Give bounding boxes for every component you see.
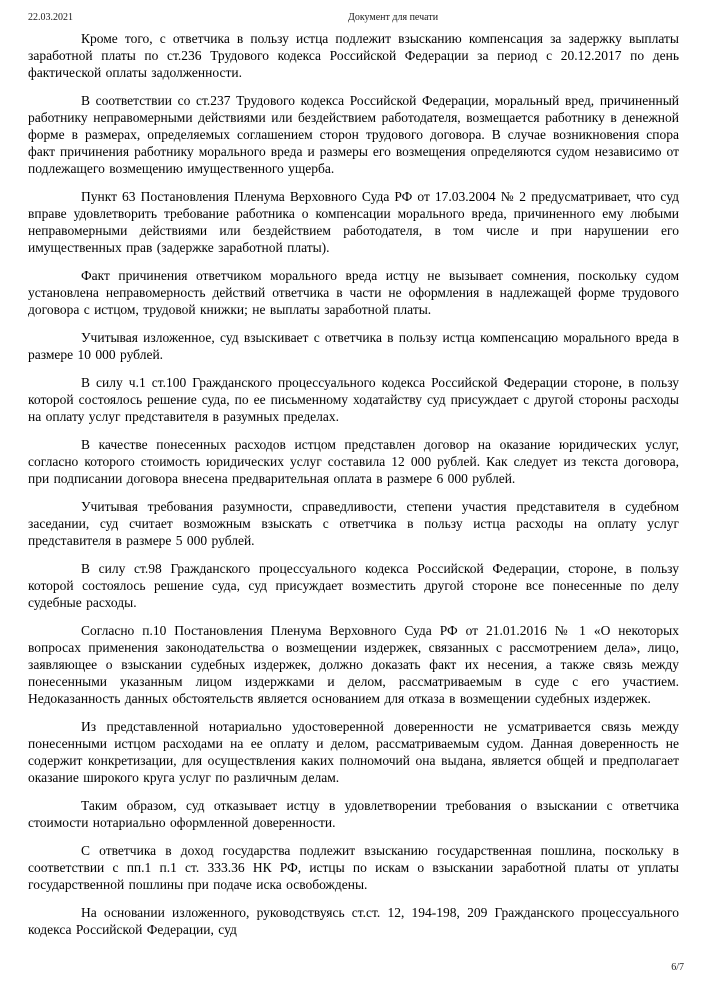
paragraph: Пункт 63 Постановления Пленума Верховного Суда РФ от 17.03.2004 № 2 предусматривает, что суд вправе удовлетворить требование работника о компенсации морального вреда, причиненного ему любыми неправомерными действиями или бездействием работодателя, в том числе и при нарушении его имущественных прав (задержке заработной платы). (28, 189, 679, 255)
paragraph: Таким образом, суд отказывает истцу в удовлетворении требования о взыскании с ответчика стоимости нотариально оформленной доверенности. (28, 798, 679, 830)
paragraph: Учитывая требования разумности, справедливости, степени участия представителя в судебном заседании, суд считает возможным взыскать с ответчика в пользу истца расходы на оплату услуг представителя в размере 5 000 рублей. (28, 499, 679, 548)
paragraph: Из представленной нотариально удостоверенной доверенности не усматривается связь между понесенными истцом расходами на ее оплату и делом, рассматриваемым судом. Данная доверенность не содержит конкретизации, для осуществления каких полномочий она выдана, является общей и предполагает оказание широкого круга услуг по различным делам. (28, 719, 679, 785)
paragraph: Учитывая изложенное, суд взыскивает с ответчика в пользу истца компенсацию морального вреда в размере 10 000 рублей. (28, 330, 679, 362)
page-number: 6/7 (671, 962, 684, 973)
paragraph: В качестве понесенных расходов истцом представлен договор на оказание юридических услуг, согласно которого стоимость юридических услуг составила 12 000 рублей. Как следует из текста договора, при подписании договора внесена предварительная оплата в размере 6 000 рублей. (28, 437, 679, 486)
print-header (28, 12, 679, 26)
paragraph: В силу ст.98 Гражданского процессуального кодекса Российской Федерации, стороне, в пользу которой состоялось решение суда, суд присуждает возместить другой стороне все понесенные по делу судебные расходы. (28, 561, 679, 610)
paragraph: Факт причинения ответчиком морального вреда истцу не вызывает сомнения, поскольку судом установлена неправомерность действий ответчика в части не оформления в надлежащей форме трудового договора с истцом, трудовой книжки; не выплаты заработной платы. (28, 268, 679, 317)
paragraph: С ответчика в доход государства подлежит взысканию государственная пошлина, поскольку в соответствии с пп.1 п.1 ст. 333.36 НК РФ, истцы по искам о взыскании заработной платы от уплаты государственной пошлины при подаче иска освобождены. (28, 843, 679, 892)
paragraph: В силу ч.1 ст.100 Гражданского процессуального кодекса Российской Федерации стороне, в пользу которой состоялось решение суда, по ее письменному ходатайству суд присуждает с другой стороны расходы на оплату услуг представителя в разумных пределах. (28, 375, 679, 424)
paragraph: На основании изложенного, руководствуясь ст.ст. 12, 194-198, 209 Гражданского процессуального кодекса Российской Федерации, суд (28, 905, 679, 937)
paragraph: Кроме того, с ответчика в пользу истца подлежит взысканию компенсация за задержку выплаты заработной платы по ст.236 Трудового кодекса Российской Федерации за период с 20.12.2017 по день фактической оплаты задолженности. (28, 31, 679, 80)
paragraph: Согласно п.10 Постановления Пленума Верховного Суда РФ от 21.01.2016 № 1 «О некоторых вопросах применения законодательства о возмещении издержек, связанных с рассмотрением дела», лицо, заявляющее о взыскании судебных издержек, должно доказать факт их несения, а также связь между понесенными указанным лицом издержками и делом, рассматриваемым в суде с его участием. Недоказанность данных обстоятельств является основанием для отказа в возмещении судебных издержек. (28, 623, 679, 706)
print-date: 22.03.2021 (28, 12, 73, 23)
print-title: Документ для печати (348, 12, 439, 23)
paragraph: В соответствии со ст.237 Трудового кодекса Российской Федерации, моральный вред, причиненный работнику неправомерными действиями или бездействием работодателя, возмещается работнику в денежной форме в размерах, определяемых соглашением сторон трудового договора. В случае возникновения спора факт причинения работнику морального вреда и размеры его возмещения определяются судом независимо от подлежащего возмещению имущественного ущерба. (28, 93, 679, 176)
document-body (28, 30, 679, 949)
